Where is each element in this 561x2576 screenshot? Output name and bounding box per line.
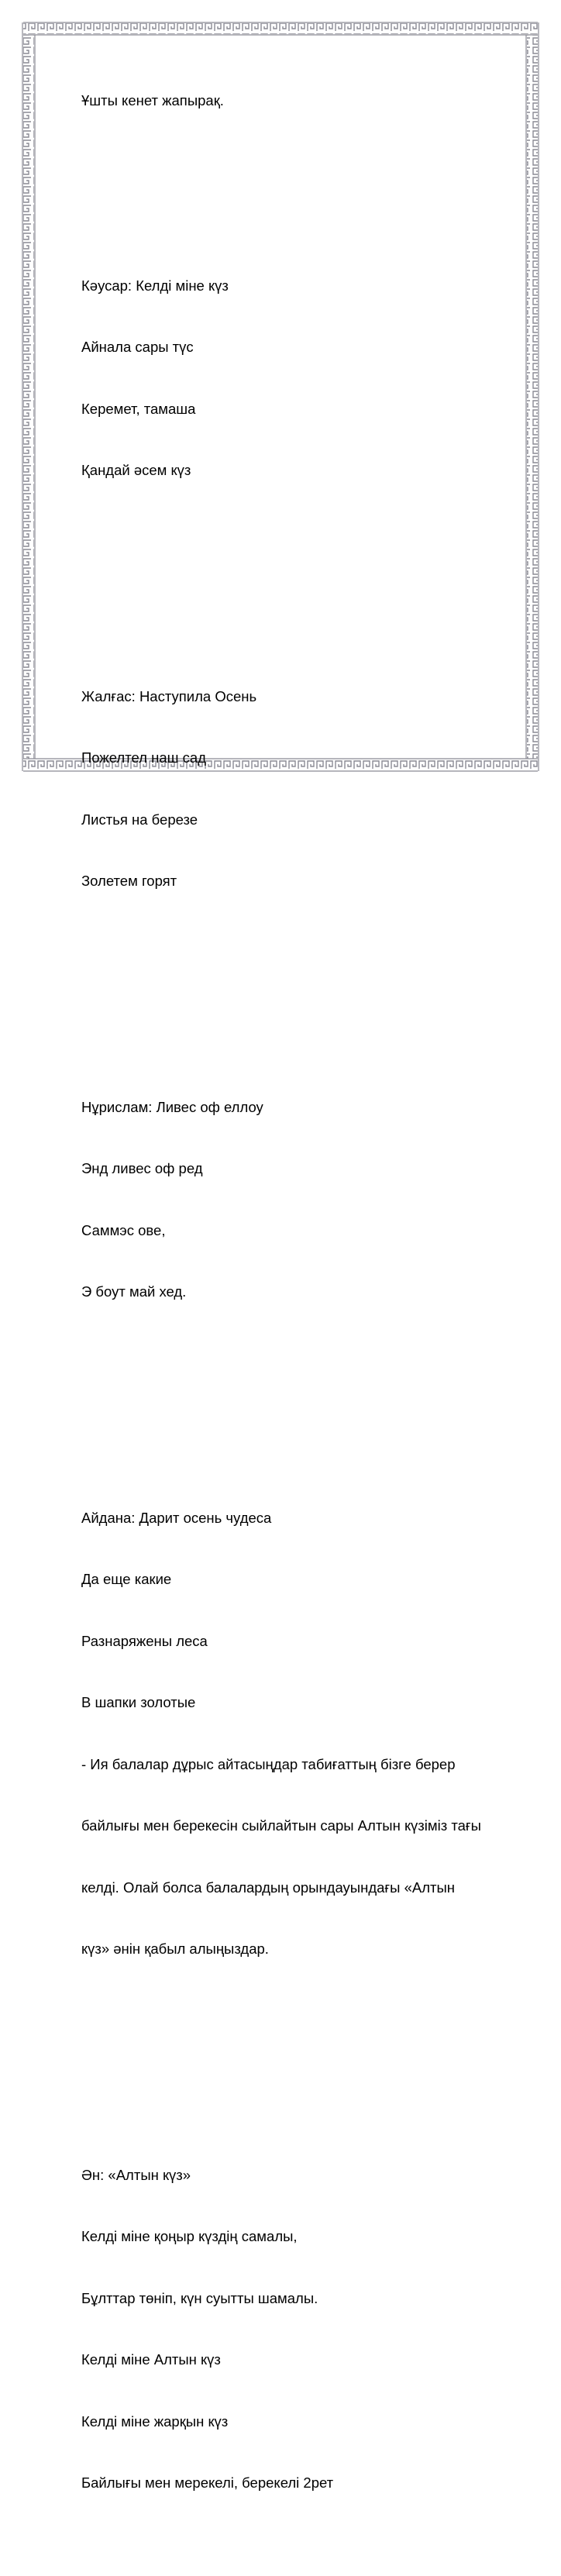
stanza-line: Э боут май хед.: [81, 1283, 187, 1300]
narration-line: күз» әнін қабыл алыңыздар.: [81, 1941, 269, 1957]
stanza-zhalgas: [81, 646, 523, 933]
stanza-line: Энд ливес оф ред: [81, 1160, 203, 1176]
stanza-gap: [81, 1385, 523, 1406]
stanza-line: Пожелтел наш сад: [81, 749, 206, 766]
stanza-line: Кәусар: Келді міне күз: [81, 277, 229, 294]
song-line: Келді міне жарқын күз: [81, 2412, 229, 2430]
narration-line: келді. Олай болса балалардың орындауындағы «Алтын: [81, 1879, 455, 1896]
narration-line: байлығы мен берекесін сыйлайтын сары Алтын күзіміз тағы: [81, 1817, 481, 1834]
stanza-line: В шапки золотые: [81, 1694, 196, 1710]
song-line: Келді міне қоңыр күздің самалы,: [81, 2228, 298, 2244]
intro-line: Ұшты кенет жапырақ.: [81, 92, 224, 108]
song-line: Бұлттар төніп, күн суытты шамалы.: [81, 2289, 318, 2306]
song-altyn-kuz: [81, 2124, 523, 2535]
song-line: Байлығы мен мерекелі, берекелі 2рет: [81, 2474, 334, 2491]
stanza-line: Да еще какие: [81, 1571, 172, 1587]
document-body: [81, 50, 523, 2576]
stanza-line: Қандай әсем күз: [81, 462, 191, 478]
stanza-line: Айдана: Дарит осень чудеса: [81, 1509, 272, 1526]
stanza-line: Листья на березе: [81, 811, 198, 828]
stanza-aidana: [81, 1467, 523, 2001]
stanza-line: Айнала сары түс: [81, 339, 194, 355]
stanza-line: Жалғас: Наступила Осень: [81, 687, 257, 704]
stanza-line: Саммэс ове,: [81, 1221, 166, 1238]
stanza-gap: [81, 974, 523, 995]
stanza-gap: [81, 153, 523, 174]
narration-line: - Ия балалар дұрыс айтасыңдар табиғаттың бізге берер: [81, 1755, 456, 1772]
stanza-line: Керемет, тамаша: [81, 400, 196, 417]
stanza-line: Разнаряжены леса: [81, 1632, 208, 1649]
stanza-nurislam: [81, 1056, 523, 1344]
song-title: Ән: «Алтын күз»: [81, 2166, 191, 2183]
stanza-line: Нұрислам: Ливес оф еллоу: [81, 1098, 263, 1115]
stanza-gap: [81, 2042, 523, 2063]
stanza-kausar: [81, 235, 523, 522]
song-line: Келді міне Алтын күз: [81, 2351, 221, 2368]
stanza-line: Золетем горят: [81, 873, 177, 889]
stanza-gap: [81, 563, 523, 584]
